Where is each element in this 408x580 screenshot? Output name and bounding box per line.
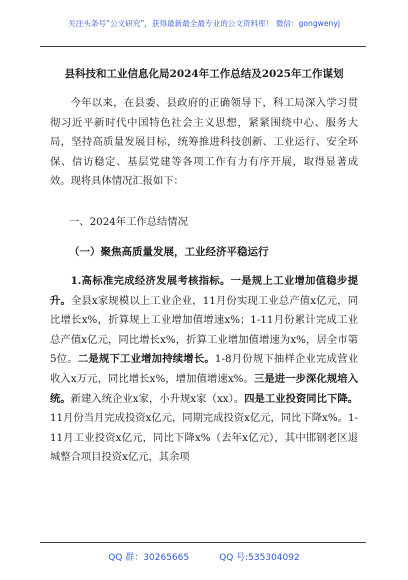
point-3-text: 新建入统企业x家，小升规x家（xx）。 (70, 392, 245, 405)
body-paragraph-block (50, 272, 358, 468)
point-3-heading: 三是进一步深化规培入统。 (50, 372, 358, 405)
point-1-heading: 一是规上工业增加值稳步提升。 (50, 275, 358, 307)
point-2-text: 1-8月份规下抽样企业完成营业收入x万元，同比增长x%，增加值增速x%。 (50, 353, 358, 385)
footer-contact (0, 550, 408, 563)
header-divider (40, 46, 366, 47)
section-heading-1: 一、2024年工作总结情况 (69, 216, 188, 228)
point-4-text: 11月份当月完成投资x亿元，同期完成投资x亿元，同比下降x%。1-11月工业投资x亿元，同比下降x%（去年x亿元），其中邯钢老区退城整合项目投资x亿元，其余项 (50, 412, 358, 464)
document-title: 县科技和工业信息化局2024年工作总结及2025年工作谋划 (64, 68, 344, 80)
footer-qq-number: QQ 号:535304092 (219, 553, 300, 563)
footer-qq-group: QQ 群：30265665 (108, 553, 190, 563)
point-1-text: 全县x家规模以上工业企业，11月份实现工业总产值x亿元，同比增长x%，折算规上工业增加值增速x%；1-11月份累计完成工业总产值x亿元，同比增长x%，折算工业增加值增速为x%，居全市第5位。 (50, 294, 359, 366)
intro-paragraph: 今年以来，在县委、县政府的正确领导下，科工局深入学习贯彻习近平新时代中国特色社会主义思想，紧紧围绕中心、服务大局，坚持高质量发展目标，统筹推进科技创新、工业运行、安全环保、信访稳定、基层党建等各项工作有力有序开展，取得显著成效。现将具体情况汇报如下： (50, 97, 358, 188)
point-lead: 1.高标准完成经济发展考核指标。 (70, 275, 231, 287)
body-paragraph (50, 272, 358, 468)
footer-divider (40, 542, 366, 543)
intro-paragraph-block (50, 94, 358, 192)
point-4-heading: 四是工业投资同比下降。 (244, 392, 359, 405)
header-notice: 关注头条号“公文研究”，获得最新最全最专业的公文资料库！ 微信：gongwenyj (68, 19, 340, 28)
subsection-heading-1: （一）聚焦高质量发展，工业经济平稳运行 (69, 246, 269, 258)
point-2-heading: 二是规下工业增加持续增长。 (77, 353, 215, 366)
